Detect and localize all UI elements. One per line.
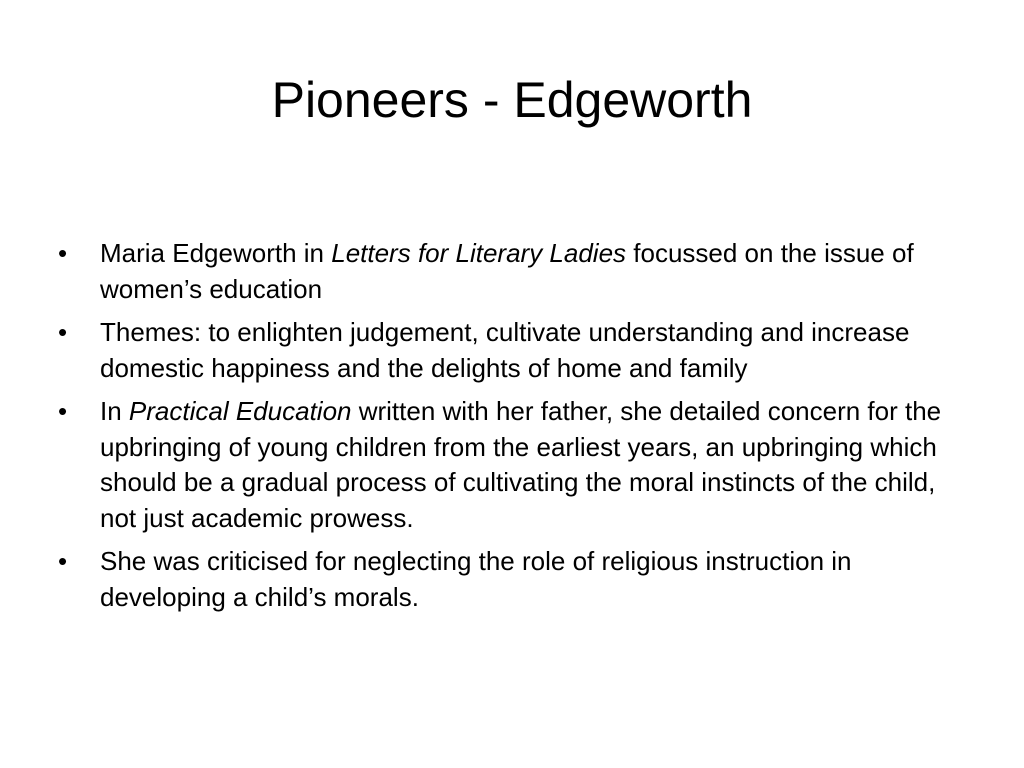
bullet-text-before: Maria Edgeworth in: [100, 238, 332, 268]
bullet-item: [56, 315, 956, 386]
bullet-text-after: focussed on the issue of women’s education: [100, 238, 914, 304]
bullet-list: [56, 236, 956, 623]
bullet-text-before: In: [100, 396, 129, 426]
bullet-dot-icon: •: [58, 546, 68, 576]
bullet-item: [56, 236, 956, 307]
book-title-practical-education: Practical Education: [128, 396, 352, 426]
bullet-dot-icon: •: [58, 238, 68, 268]
bullet-text: She was criticised for neglecting the role of religious instruction in developing a child’s morals.: [100, 546, 852, 612]
slide-title: Pioneers - Edgeworth: [271, 72, 753, 128]
bullet-text-after: written with her father, she detailed concern for the upbringing of young children from the earliest years, an upbringing which should be a gradual process of cultivating the moral instincts of the child, not just academic prowess.: [100, 396, 942, 533]
book-title-letters-for-literary-ladies: Letters for Literary Ladies: [331, 238, 627, 268]
bullet-item: [56, 544, 956, 615]
bullet-item: [56, 394, 956, 536]
bullet-dot-icon: •: [58, 317, 68, 347]
bullet-text: Themes: to enlighten judgement, cultivate understanding and increase domestic happiness and the delights of home and family: [100, 317, 910, 383]
bullet-dot-icon: •: [58, 396, 68, 426]
